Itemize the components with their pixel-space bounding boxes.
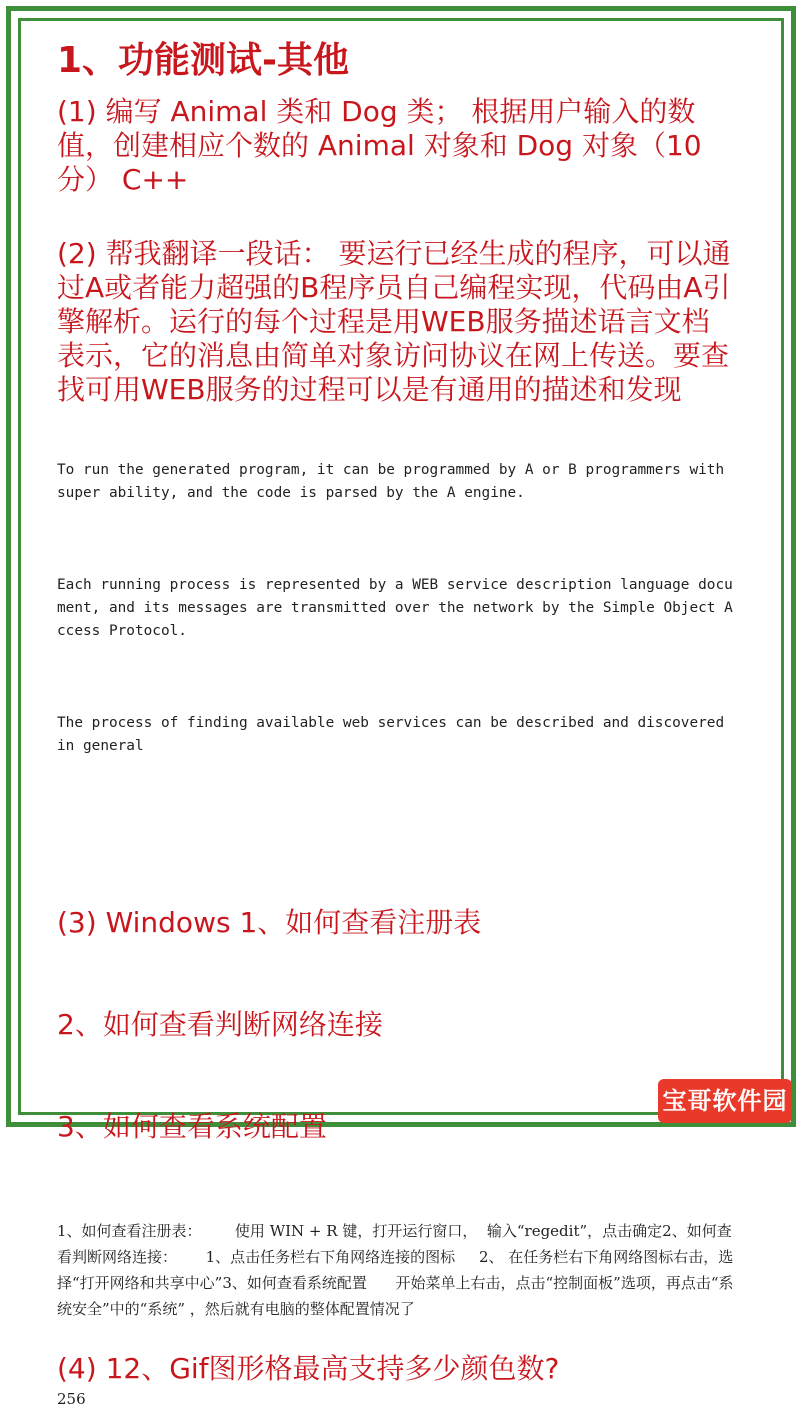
answer-paragraph: Each running process is represented by a WEB service description language document, and its messages are transmitted over the network by the Simple Object Access Protocol. (57, 576, 733, 639)
question-1: (1) 编写 Animal 类和 Dog 类； 根据用户输入的数值，创建相应个数的 Animal 对象和 Dog 对象（10分） C++ (57, 94, 702, 196)
document-content (57, 30, 737, 1410)
watermark-logo: 宝哥软件园 (658, 1079, 792, 1123)
question-3-answer: 1、如何查看注册表： 使用 WIN + R 键，打开运行窗口， 输入“regedit”，点击确定2、如何查看判断网络连接： 1、点击任务栏右下角网络连接的图标 2、 在任务栏右下角网络图标右击，选择“打开网络和共享中心”3、如何查看系统配置 开始菜单上右击，点击“控制面板”选项，再点击“系统安全”中的“系统” ，然后就有电脑的整体配置情况了 (57, 1221, 734, 1318)
question-3-line: 3、如何查看系统配置 (57, 1109, 327, 1143)
question-4-answer: 256 (57, 1389, 86, 1408)
answer-paragraph: To run the generated program, it can be programmed by A or B programmers with super ability, and the code is parsed by the A engine. (57, 461, 733, 501)
question-3-line: 2、如何查看判断网络连接 (57, 1007, 383, 1041)
question-2-answer (57, 413, 737, 804)
question-3-line: (3) Windows 1、如何查看注册表 (57, 905, 482, 939)
page-title: 1、功能测试-其他 (57, 40, 349, 81)
question-4: (4) 12、Gif图形格最高支持多少颜色数? (57, 1351, 560, 1385)
answer-paragraph: The process of finding available web services can be described and discovered in general (57, 714, 733, 754)
question-3 (57, 838, 737, 1212)
question-2: (2) 帮我翻译一段话： 要运行已经生成的程序，可以通过A或者能力超强的B程序员自己编程实现，代码由A引擎解析。运行的每个过程是用WEB服务描述语言文档表示，它的消息由简单对象访问协议在网上传送。要查找可用WEB服务的过程可以是有通用的描述和发现 (57, 236, 731, 406)
